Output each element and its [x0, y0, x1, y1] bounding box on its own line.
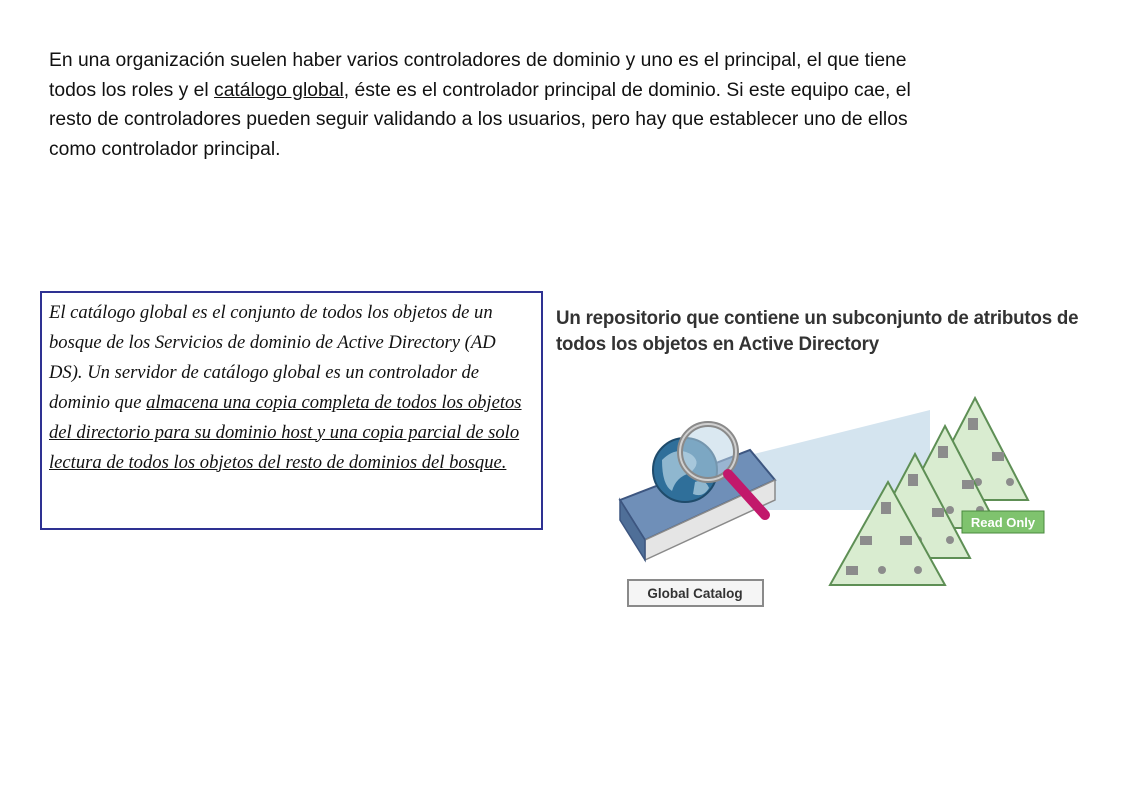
definition-underlined-text: almacena una copia completa de todos los objetos del directorio para su dominio host y una copia parcial de solo lectura de todos los objetos del resto de dominios del bosque. — [49, 391, 522, 473]
intro-text-after: , éste es el controlador principal de dominio. Si este equipo cae, el resto de controladores pueden seguir validando a los usuarios, pero hay que establecer uno de ellos como controlador principal. — [49, 79, 911, 160]
global-catalog-label-box — [628, 580, 763, 606]
read-only-label: Read Only — [970, 515, 1036, 530]
read-only-badge — [962, 511, 1044, 533]
definition-text: El catálogo global es el conjunto de todos los objetos de un bosque de los Servicios de dominio de Active Directory (AD DS). Un servidor de catálogo global es un controlador de dominio que — [49, 302, 496, 413]
intro-text-before: En una organización suelen haber varios controladores de dominio y uno es el principal, el que tiene todos los roles y el — [49, 50, 907, 101]
definition-box — [40, 291, 543, 530]
global-catalog-diagram — [600, 390, 1080, 620]
diagram-title: Un repositorio que contiene un subconjunto de atributos de todos los objetos en Active Directory — [556, 307, 1079, 355]
global-catalog-label: Global Catalog — [647, 586, 743, 601]
global-catalog-link[interactable]: catálogo global — [214, 79, 344, 101]
intro-paragraph — [49, 46, 919, 164]
